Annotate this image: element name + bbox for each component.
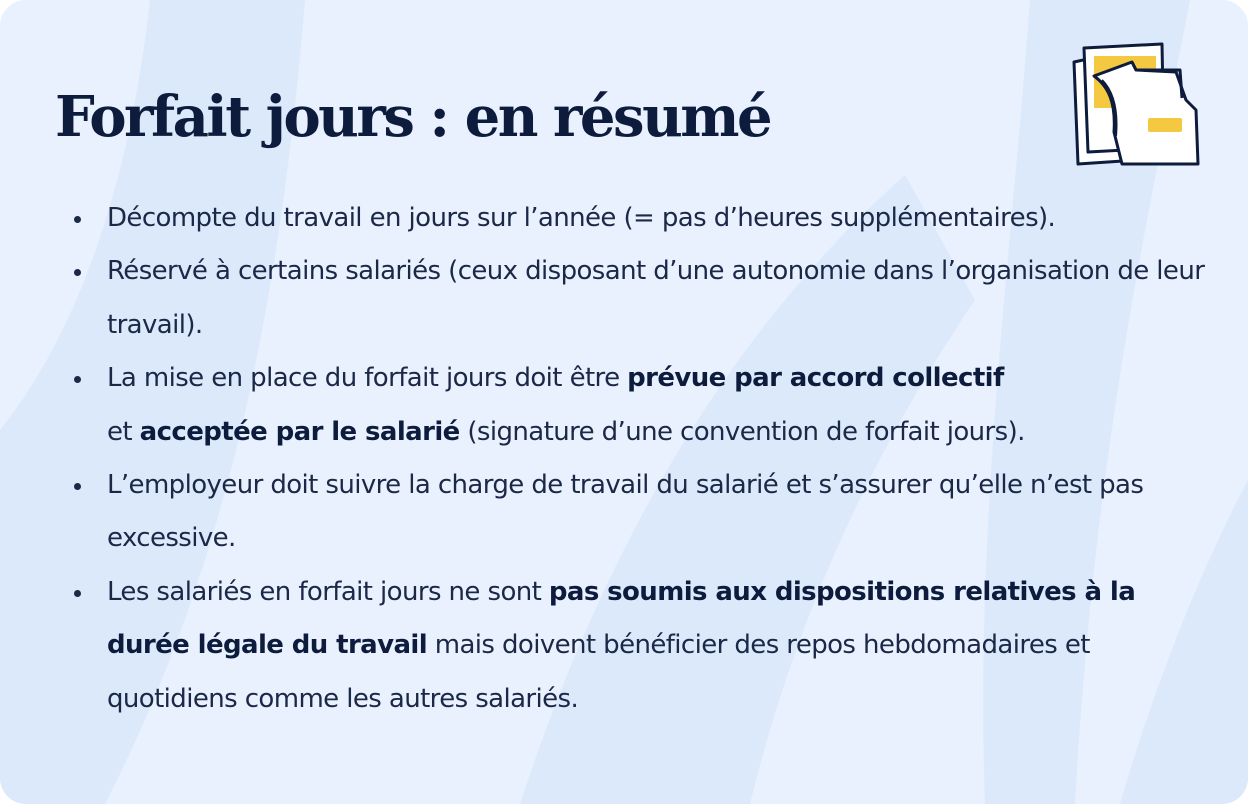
- list-item-text: Décompte du travail en jours sur l’année (= pas d’heures supplémentaires).: [107, 203, 1056, 233]
- list-item-emphasis: prévue par accord collectif: [627, 363, 1004, 394]
- list-item: [68, 245, 1208, 352]
- summary-list: [68, 192, 1208, 726]
- list-item-text: La mise en place du forfait jours doit être: [107, 363, 628, 394]
- list-item-text: L’employeur doit suivre la charge de travail du salarié et s’assurer qu’elle n’est pas excessive.: [107, 470, 1144, 554]
- list-item: [68, 459, 1208, 566]
- list-item-text: et: [107, 416, 140, 447]
- list-item: [68, 192, 1208, 245]
- list-item-emphasis: acceptée par le salarié: [139, 416, 460, 447]
- list-item: [68, 566, 1208, 726]
- list-item-text: Les salariés en forfait jours ne sont: [107, 576, 549, 607]
- list-item-text: (signature d’une convention de forfait jours).: [459, 416, 1025, 447]
- list-item-text: mais doivent bénéficier des repos hebdomadaires et quotidiens comme les autres salariés.: [107, 630, 1090, 714]
- list-item-text: Réservé à certains salariés (ceux disposant d’une autonomie dans l’organisation de leur travail).: [107, 256, 1205, 340]
- page-title: Forfait jours : en résumé: [55, 84, 771, 150]
- list-item: [68, 352, 1208, 459]
- folder-documents-icon: [1064, 40, 1204, 172]
- list-item-emphasis: pas soumis aux dispositions relatives à la durée légale du travail: [107, 576, 1136, 661]
